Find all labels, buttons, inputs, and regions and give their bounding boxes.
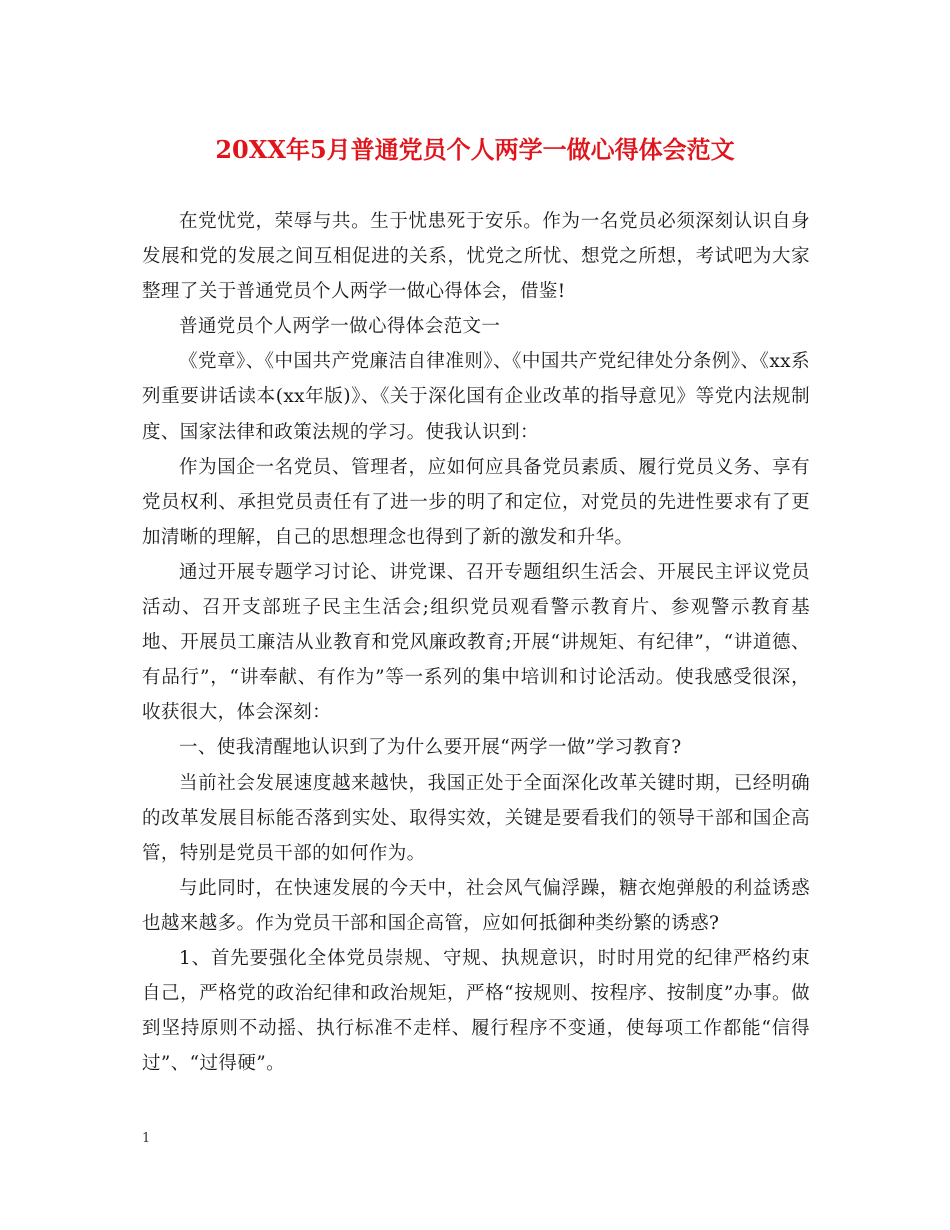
page-number: 1 bbox=[142, 1131, 151, 1146]
paragraph-rule-awareness: 1、首先要强化全体党员崇规、守规、执规意识，时时用党的纪律严格约束自己，严格党的政治纪律和政治规矩，严格“按规则、按程序、按制度”办事。做到坚持原则不动摇、执行标准不走样、履行程序不变通，使每项工作都能“信得过”、“过得硬”。 bbox=[142, 947, 810, 1075]
paragraph-social-development: 当前社会发展速度越来越快，我国正处于全面深化改革关键时期，已经明确的改革发展目标能否落到实处、取得实效，关键是要看我们的领导干部和国企高管，特别是党员干部的如何作为。 bbox=[142, 772, 810, 864]
paragraph-party-member-role: 作为国企一名党员、管理者，应如何应具备党员素质、履行党员义务、享有党员权利、承担党员责任有了进一步的明了和定位，对党员的先进性要求有了更加清晰的理解，自己的思想理念也得到了新的激发和升华。 bbox=[142, 456, 810, 548]
paragraph-study-list: 《党章》、《中国共产党廉洁自律准则》、《中国共产党纪律处分条例》、《xx系列重要讲话读本(xx年版)》、《关于深化国有企业改革的指导意见》等党内法规制度、国家法律和政策法规的学习。使我认识到： bbox=[142, 351, 810, 443]
section-heading-point-one: 一、使我清醒地认识到了为什么要开展“两学一做”学习教育? bbox=[179, 737, 682, 759]
paragraph-temptation: 与此同时，在快速发展的今天中，社会风气偏浮躁，糖衣炮弹般的利益诱惑也越来越多。作为党员干部和国企高管，应如何抵御种类纷繁的诱惑? bbox=[142, 877, 810, 934]
document-body bbox=[142, 204, 810, 1081]
page-title: 20XX年5月普通党员个人两学一做心得体会范文 bbox=[215, 135, 735, 164]
section-heading-sample-one: 普通党员个人两学一做心得体会范文一 bbox=[179, 316, 501, 338]
paragraph-activities: 通过开展专题学习讨论、讲党课、召开专题组织生活会、开展民主评议党员活动、召开支部班子民主生活会;组织党员观看警示教育片、参观警示教育基地、开展员工廉洁从业教育和党风廉政教育;开展“讲规矩、有纪律”，“讲道德、有品行”，“讲奉献、有作为”等一系列的集中培训和讨论活动。使我感受很深，收获很大，体会深刻： bbox=[142, 561, 810, 724]
paragraph-intro: 在党忧党，荣辱与共。生于忧患死于安乐。作为一名党员必须深刻认识自身发展和党的发展之间互相促进的关系，忧党之所忧、想党之所想，考试吧为大家整理了关于普通党员个人两学一做心得体会，借鉴! bbox=[142, 211, 810, 303]
